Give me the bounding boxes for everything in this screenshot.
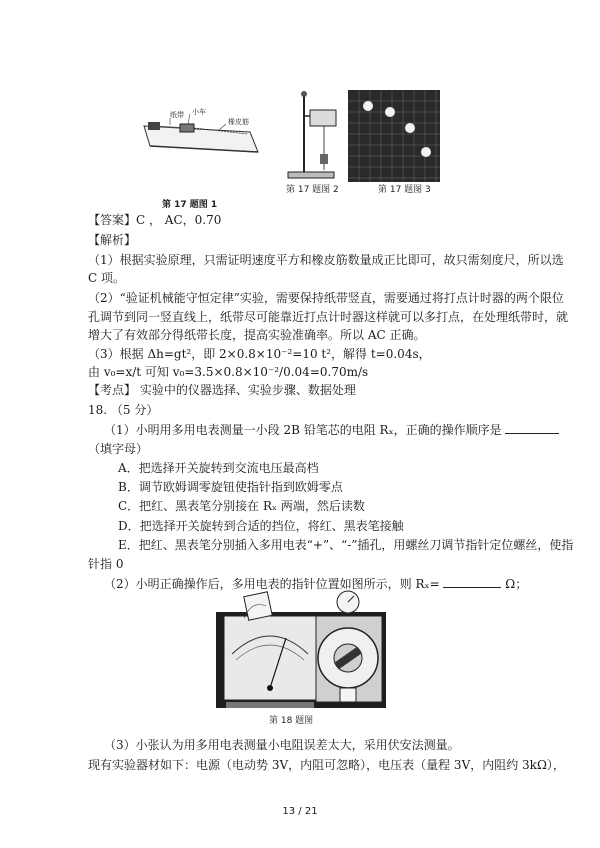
q18-s3-line2: 现有实验器材如下：电源（电动势 3V，内阻可忽略），电压表（量程 3V，内阻约 3kΩ）， bbox=[88, 758, 565, 772]
q18-s2-text: （2）小明正确操作后，多用电表的指针位置如图所示，则 Rₓ= bbox=[104, 577, 440, 591]
q18-header: 18. （5 分） bbox=[88, 403, 159, 417]
stand-timer-illustration bbox=[282, 82, 350, 182]
caption-figure-17-1: 第 17 题图 1 bbox=[162, 200, 218, 210]
q18-option-e-line2: 针指 0 bbox=[88, 557, 124, 571]
page-number: 13 / 21 bbox=[282, 806, 318, 817]
q18-s2-unit: Ω； bbox=[505, 577, 528, 591]
figure-17-3 bbox=[348, 90, 440, 182]
q17-p1-line1: （1）根据实验原理，只需证明速度平方和橡皮筋数量成正比即可，故只需刻度尺，所以选 bbox=[88, 253, 564, 267]
label-rubber-band: 橡皮筋 bbox=[228, 118, 249, 126]
figure-18-multimeter bbox=[216, 588, 386, 710]
answer-blank-2[interactable] bbox=[443, 576, 501, 588]
q18-option-b: B．调节欧姆调零旋钮使指针指到欧姆零点 bbox=[118, 480, 343, 494]
figure-17-1 bbox=[140, 104, 262, 164]
label-cart: 小车 bbox=[192, 108, 206, 116]
q18-s3-line1: （3）小张认为用多用电表测量小电阻误差太大，采用伏安法测量。 bbox=[104, 738, 460, 752]
q17-kaodian: 【考点】 实验中的仪器选择、实验步骤、数据处理 bbox=[88, 383, 356, 397]
q18-s1-text: （1）小明用多用电表测量一小段 2B 铅笔芯的电阻 Rₓ，正确的操作顺序是 bbox=[104, 423, 502, 437]
trajectory-photo bbox=[348, 90, 440, 182]
q17-analysis-head: 【解析】 bbox=[88, 233, 137, 247]
q18-option-a: A．把选择开关旋转到交流电压最高档 bbox=[118, 461, 319, 475]
figure-17-2 bbox=[282, 82, 350, 182]
q18-option-e-line1: E．把红、黑表笔分别插入多用电表“+”、“-”插孔，用螺丝刀调节指针定位螺丝，使指 bbox=[118, 538, 574, 552]
q17-p3-line2: 由 v₀=x/t 可知 v₀=3.5×0.8×10⁻²/0.04=0.70m/s bbox=[88, 365, 369, 379]
q17-p2-line3: 增大了有效部分得纸带长度，提高实验准确率。所以 AC 正确。 bbox=[88, 328, 426, 342]
answer-blank-1[interactable] bbox=[505, 422, 559, 434]
q18-s1-line2: （填字母） bbox=[88, 442, 149, 456]
caption-figure-17-3: 第 17 题图 3 bbox=[378, 185, 431, 195]
multimeter-illustration bbox=[216, 588, 386, 710]
label-paper-tape: 纸带 bbox=[170, 111, 184, 119]
q17-p2-line2: 孔调节到同一竖直线上，纸带尽可能靠近打点计时器这样就可以多打点，在处理纸带时，就 bbox=[88, 310, 569, 324]
q17-p3-line1: （3）根据 Δh=gt²，即 2×0.8×10⁻²=10 t²，解得 t=0.04s， bbox=[88, 347, 431, 361]
q17-p1-line2: C 项。 bbox=[88, 271, 125, 285]
q18-option-c: C．把红、黑表笔分别接在 Rₓ 两端，然后读数 bbox=[118, 499, 365, 513]
q18-option-d: D．把选择开关旋转到合适的挡位，将红、黑表笔接触 bbox=[118, 519, 404, 533]
q17-answer: 【答案】C ， AC，0.70 bbox=[88, 213, 222, 227]
q17-p2-line1: （2）“验证机械能守恒定律”实验，需要保持纸带竖直，需要通过将打点计时器的两个限位 bbox=[88, 291, 564, 305]
caption-figure-18: 第 18 题图 bbox=[269, 716, 314, 726]
q18-s1-line1 bbox=[104, 422, 559, 438]
caption-figure-17-2: 第 17 题图 2 bbox=[286, 185, 339, 195]
